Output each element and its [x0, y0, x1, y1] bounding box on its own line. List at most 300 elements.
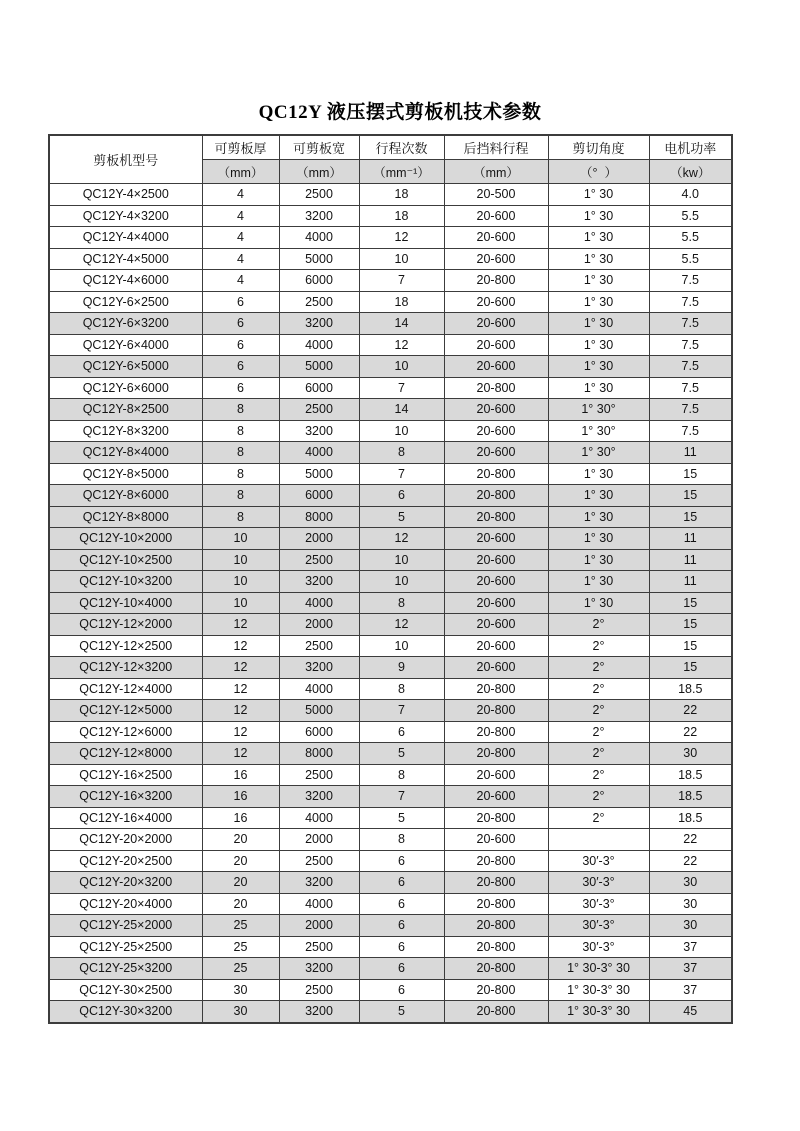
- cell-width: 5000: [279, 356, 359, 378]
- cell-strokes: 6: [359, 872, 444, 894]
- cell-power: 15: [649, 463, 732, 485]
- cell-model: QC12Y-20×4000: [49, 893, 202, 915]
- cell-angle: 30′-3°: [548, 915, 649, 937]
- cell-backgauge: 20-600: [444, 205, 548, 227]
- cell-thickness: 8: [202, 485, 279, 507]
- cell-model: QC12Y-10×4000: [49, 592, 202, 614]
- table-row: [49, 721, 732, 743]
- cell-thickness: 8: [202, 506, 279, 528]
- cell-thickness: 10: [202, 549, 279, 571]
- cell-strokes: 6: [359, 850, 444, 872]
- table-row: [49, 592, 732, 614]
- table-row: [49, 850, 732, 872]
- cell-power: 7.5: [649, 420, 732, 442]
- cell-model: QC12Y-25×2500: [49, 936, 202, 958]
- cell-width: 3200: [279, 1001, 359, 1023]
- cell-strokes: 18: [359, 184, 444, 206]
- cell-strokes: 10: [359, 420, 444, 442]
- cell-power: 37: [649, 958, 732, 980]
- cell-model: QC12Y-6×3200: [49, 313, 202, 335]
- cell-angle: 1° 30: [548, 485, 649, 507]
- unit-width: （mm）: [279, 160, 359, 184]
- cell-angle: 1° 30: [548, 291, 649, 313]
- table-row: [49, 485, 732, 507]
- cell-model: QC12Y-4×3200: [49, 205, 202, 227]
- cell-backgauge: 20-600: [444, 571, 548, 593]
- table-row: [49, 356, 732, 378]
- cell-thickness: 20: [202, 829, 279, 851]
- cell-model: QC12Y-30×3200: [49, 1001, 202, 1023]
- cell-width: 2500: [279, 635, 359, 657]
- cell-strokes: 5: [359, 1001, 444, 1023]
- cell-width: 5000: [279, 700, 359, 722]
- cell-thickness: 6: [202, 291, 279, 313]
- table-row: [49, 549, 732, 571]
- cell-width: 2500: [279, 850, 359, 872]
- cell-thickness: 12: [202, 700, 279, 722]
- cell-backgauge: 20-800: [444, 463, 548, 485]
- cell-power: 11: [649, 571, 732, 593]
- cell-strokes: 14: [359, 313, 444, 335]
- cell-backgauge: 20-800: [444, 721, 548, 743]
- cell-strokes: 12: [359, 528, 444, 550]
- cell-angle: 1° 30-3° 30: [548, 979, 649, 1001]
- table-row: [49, 893, 732, 915]
- cell-angle: 1° 30: [548, 356, 649, 378]
- cell-angle: 1° 30: [548, 270, 649, 292]
- cell-strokes: 10: [359, 248, 444, 270]
- cell-strokes: 8: [359, 592, 444, 614]
- cell-power: 5.5: [649, 248, 732, 270]
- cell-backgauge: 20-600: [444, 356, 548, 378]
- cell-power: 7.5: [649, 377, 732, 399]
- cell-thickness: 16: [202, 764, 279, 786]
- cell-model: QC12Y-12×4000: [49, 678, 202, 700]
- cell-thickness: 12: [202, 614, 279, 636]
- cell-model: QC12Y-6×4000: [49, 334, 202, 356]
- cell-thickness: 30: [202, 1001, 279, 1023]
- table-row: [49, 958, 732, 980]
- cell-power: 15: [649, 506, 732, 528]
- cell-width: 3200: [279, 872, 359, 894]
- cell-angle: 1° 30: [548, 334, 649, 356]
- cell-power: 30: [649, 893, 732, 915]
- table-row: [49, 764, 732, 786]
- cell-model: QC12Y-10×2000: [49, 528, 202, 550]
- cell-thickness: 4: [202, 205, 279, 227]
- cell-power: 30: [649, 872, 732, 894]
- cell-strokes: 12: [359, 334, 444, 356]
- cell-model: QC12Y-25×3200: [49, 958, 202, 980]
- cell-width: 8000: [279, 506, 359, 528]
- cell-power: 11: [649, 528, 732, 550]
- col-header-angle: 剪切角度: [548, 135, 649, 160]
- table-row: [49, 313, 732, 335]
- unit-strokes: （mm⁻¹）: [359, 160, 444, 184]
- cell-thickness: 4: [202, 184, 279, 206]
- cell-model: QC12Y-30×2500: [49, 979, 202, 1001]
- cell-power: 5.5: [649, 227, 732, 249]
- cell-width: 4000: [279, 592, 359, 614]
- cell-thickness: 8: [202, 399, 279, 421]
- cell-thickness: 25: [202, 958, 279, 980]
- cell-width: 5000: [279, 463, 359, 485]
- cell-angle: 1° 30°: [548, 442, 649, 464]
- cell-backgauge: 20-600: [444, 829, 548, 851]
- cell-backgauge: 20-600: [444, 786, 548, 808]
- cell-width: 2500: [279, 291, 359, 313]
- cell-backgauge: 20-600: [444, 549, 548, 571]
- cell-model: QC12Y-12×3200: [49, 657, 202, 679]
- table-row: [49, 399, 732, 421]
- cell-backgauge: 20-600: [444, 334, 548, 356]
- cell-angle: 2°: [548, 764, 649, 786]
- table-row: [49, 936, 732, 958]
- table-row: [49, 291, 732, 313]
- cell-thickness: 6: [202, 334, 279, 356]
- cell-strokes: 5: [359, 506, 444, 528]
- cell-strokes: 7: [359, 700, 444, 722]
- cell-model: QC12Y-4×5000: [49, 248, 202, 270]
- cell-power: 18.5: [649, 764, 732, 786]
- cell-model: QC12Y-16×3200: [49, 786, 202, 808]
- cell-model: QC12Y-10×2500: [49, 549, 202, 571]
- table-row: [49, 506, 732, 528]
- cell-strokes: 7: [359, 270, 444, 292]
- table-row: [49, 270, 732, 292]
- cell-power: 11: [649, 442, 732, 464]
- cell-angle: 30′-3°: [548, 872, 649, 894]
- cell-model: QC12Y-20×2500: [49, 850, 202, 872]
- cell-width: 3200: [279, 420, 359, 442]
- table-row: [49, 227, 732, 249]
- table-row: [49, 807, 732, 829]
- cell-width: 6000: [279, 377, 359, 399]
- cell-backgauge: 20-600: [444, 248, 548, 270]
- cell-width: 5000: [279, 248, 359, 270]
- col-header-power: 电机功率: [649, 135, 732, 160]
- table-row: [49, 377, 732, 399]
- cell-thickness: 10: [202, 528, 279, 550]
- cell-backgauge: 20-600: [444, 420, 548, 442]
- table-row: [49, 700, 732, 722]
- cell-power: 15: [649, 657, 732, 679]
- cell-backgauge: 20-600: [444, 764, 548, 786]
- cell-strokes: 6: [359, 958, 444, 980]
- table-row: [49, 205, 732, 227]
- spec-table: [48, 134, 733, 1024]
- cell-width: 6000: [279, 721, 359, 743]
- cell-angle: 30′-3°: [548, 850, 649, 872]
- cell-strokes: 6: [359, 893, 444, 915]
- cell-angle: 1° 30°: [548, 420, 649, 442]
- cell-backgauge: 20-800: [444, 958, 548, 980]
- cell-backgauge: 20-800: [444, 936, 548, 958]
- cell-strokes: 10: [359, 635, 444, 657]
- cell-width: 4000: [279, 807, 359, 829]
- table-row: [49, 528, 732, 550]
- cell-width: 4000: [279, 442, 359, 464]
- cell-thickness: 20: [202, 850, 279, 872]
- cell-backgauge: 20-800: [444, 743, 548, 765]
- cell-strokes: 7: [359, 377, 444, 399]
- cell-angle: 1° 30-3° 30: [548, 1001, 649, 1023]
- cell-model: QC12Y-12×2000: [49, 614, 202, 636]
- cell-width: 3200: [279, 205, 359, 227]
- cell-model: QC12Y-8×4000: [49, 442, 202, 464]
- table-row: [49, 420, 732, 442]
- cell-model: QC12Y-8×6000: [49, 485, 202, 507]
- cell-width: 8000: [279, 743, 359, 765]
- cell-width: 2000: [279, 915, 359, 937]
- cell-width: 3200: [279, 657, 359, 679]
- cell-strokes: 6: [359, 936, 444, 958]
- cell-power: 7.5: [649, 399, 732, 421]
- cell-width: 2000: [279, 829, 359, 851]
- cell-power: 15: [649, 485, 732, 507]
- cell-backgauge: 20-800: [444, 678, 548, 700]
- cell-backgauge: 20-800: [444, 915, 548, 937]
- table-row: [49, 872, 732, 894]
- table-header: [49, 135, 732, 184]
- cell-thickness: 8: [202, 420, 279, 442]
- cell-angle: 1° 30: [548, 592, 649, 614]
- unit-thickness: （mm）: [202, 160, 279, 184]
- cell-model: QC12Y-8×3200: [49, 420, 202, 442]
- cell-width: 6000: [279, 485, 359, 507]
- cell-thickness: 20: [202, 893, 279, 915]
- cell-strokes: 7: [359, 786, 444, 808]
- cell-power: 15: [649, 635, 732, 657]
- cell-backgauge: 20-600: [444, 313, 548, 335]
- col-header-strokes: 行程次数: [359, 135, 444, 160]
- cell-power: 7.5: [649, 270, 732, 292]
- cell-strokes: 18: [359, 291, 444, 313]
- cell-model: QC12Y-6×5000: [49, 356, 202, 378]
- cell-width: 3200: [279, 786, 359, 808]
- cell-model: QC12Y-25×2000: [49, 915, 202, 937]
- cell-angle: 2°: [548, 657, 649, 679]
- cell-angle: 2°: [548, 614, 649, 636]
- cell-angle: 1° 30: [548, 549, 649, 571]
- cell-angle: [548, 829, 649, 851]
- cell-power: 7.5: [649, 356, 732, 378]
- cell-angle: 2°: [548, 721, 649, 743]
- table-row: [49, 743, 732, 765]
- cell-width: 2500: [279, 979, 359, 1001]
- cell-angle: 2°: [548, 700, 649, 722]
- cell-power: 37: [649, 936, 732, 958]
- cell-backgauge: 20-600: [444, 635, 548, 657]
- cell-angle: 2°: [548, 743, 649, 765]
- cell-power: 30: [649, 743, 732, 765]
- cell-backgauge: 20-800: [444, 893, 548, 915]
- cell-thickness: 25: [202, 936, 279, 958]
- cell-thickness: 4: [202, 227, 279, 249]
- cell-strokes: 10: [359, 571, 444, 593]
- table-row: [49, 463, 732, 485]
- unit-backgauge: （mm）: [444, 160, 548, 184]
- cell-power: 22: [649, 721, 732, 743]
- cell-strokes: 6: [359, 485, 444, 507]
- cell-width: 2500: [279, 936, 359, 958]
- cell-power: 22: [649, 829, 732, 851]
- table-row: [49, 248, 732, 270]
- cell-angle: 1° 30: [548, 184, 649, 206]
- cell-backgauge: 20-800: [444, 850, 548, 872]
- table-row: [49, 334, 732, 356]
- cell-thickness: 6: [202, 356, 279, 378]
- cell-model: QC12Y-6×2500: [49, 291, 202, 313]
- cell-power: 45: [649, 1001, 732, 1023]
- cell-width: 4000: [279, 227, 359, 249]
- cell-angle: 1° 30°: [548, 399, 649, 421]
- cell-thickness: 6: [202, 377, 279, 399]
- cell-power: 22: [649, 700, 732, 722]
- cell-backgauge: 20-800: [444, 485, 548, 507]
- cell-backgauge: 20-600: [444, 657, 548, 679]
- table-row: [49, 614, 732, 636]
- cell-backgauge: 20-800: [444, 1001, 548, 1023]
- table-row: [49, 786, 732, 808]
- cell-width: 2500: [279, 764, 359, 786]
- cell-strokes: 12: [359, 614, 444, 636]
- cell-width: 3200: [279, 958, 359, 980]
- col-header-model: 剪板机型号: [49, 135, 202, 184]
- cell-power: 5.5: [649, 205, 732, 227]
- cell-model: QC12Y-4×2500: [49, 184, 202, 206]
- cell-thickness: 10: [202, 571, 279, 593]
- cell-model: QC12Y-12×2500: [49, 635, 202, 657]
- cell-angle: 1° 30-3° 30: [548, 958, 649, 980]
- cell-model: QC12Y-20×2000: [49, 829, 202, 851]
- cell-width: 2000: [279, 614, 359, 636]
- cell-power: 7.5: [649, 313, 732, 335]
- col-header-width: 可剪板宽: [279, 135, 359, 160]
- table-row: [49, 678, 732, 700]
- cell-power: 15: [649, 592, 732, 614]
- cell-backgauge: 20-600: [444, 227, 548, 249]
- cell-strokes: 5: [359, 743, 444, 765]
- cell-model: QC12Y-6×6000: [49, 377, 202, 399]
- cell-strokes: 14: [359, 399, 444, 421]
- cell-power: 18.5: [649, 678, 732, 700]
- cell-thickness: 20: [202, 872, 279, 894]
- cell-thickness: 16: [202, 807, 279, 829]
- cell-angle: 1° 30: [548, 248, 649, 270]
- cell-thickness: 4: [202, 270, 279, 292]
- table-row: [49, 829, 732, 851]
- cell-backgauge: 20-600: [444, 399, 548, 421]
- cell-backgauge: 20-800: [444, 872, 548, 894]
- cell-strokes: 7: [359, 463, 444, 485]
- cell-model: QC12Y-4×6000: [49, 270, 202, 292]
- cell-strokes: 18: [359, 205, 444, 227]
- cell-backgauge: 20-800: [444, 979, 548, 1001]
- table-row: [49, 979, 732, 1001]
- cell-power: 22: [649, 850, 732, 872]
- cell-power: 7.5: [649, 291, 732, 313]
- cell-backgauge: 20-600: [444, 442, 548, 464]
- table-body: [49, 184, 732, 1023]
- cell-width: 2500: [279, 399, 359, 421]
- cell-model: QC12Y-12×5000: [49, 700, 202, 722]
- cell-angle: 1° 30: [548, 506, 649, 528]
- cell-power: 18.5: [649, 786, 732, 808]
- cell-backgauge: 20-800: [444, 700, 548, 722]
- cell-strokes: 5: [359, 807, 444, 829]
- cell-strokes: 10: [359, 549, 444, 571]
- cell-angle: 1° 30: [548, 205, 649, 227]
- cell-thickness: 10: [202, 592, 279, 614]
- cell-power: 18.5: [649, 807, 732, 829]
- cell-angle: 1° 30: [548, 528, 649, 550]
- cell-strokes: 8: [359, 764, 444, 786]
- cell-model: QC12Y-8×2500: [49, 399, 202, 421]
- cell-backgauge: 20-600: [444, 592, 548, 614]
- cell-thickness: 25: [202, 915, 279, 937]
- page-title: QC12Y 液压摆式剪板机技术参数: [258, 102, 542, 123]
- cell-angle: 2°: [548, 807, 649, 829]
- cell-angle: 2°: [548, 678, 649, 700]
- cell-model: QC12Y-8×5000: [49, 463, 202, 485]
- header-label-row: [49, 135, 732, 160]
- cell-angle: 2°: [548, 786, 649, 808]
- cell-backgauge: 20-800: [444, 807, 548, 829]
- cell-strokes: 10: [359, 356, 444, 378]
- cell-width: 3200: [279, 313, 359, 335]
- cell-width: 2500: [279, 549, 359, 571]
- cell-width: 4000: [279, 678, 359, 700]
- cell-power: 15: [649, 614, 732, 636]
- cell-width: 4000: [279, 893, 359, 915]
- cell-backgauge: 20-600: [444, 291, 548, 313]
- cell-thickness: 30: [202, 979, 279, 1001]
- cell-model: QC12Y-8×8000: [49, 506, 202, 528]
- table-row: [49, 571, 732, 593]
- cell-model: QC12Y-16×2500: [49, 764, 202, 786]
- cell-model: QC12Y-12×6000: [49, 721, 202, 743]
- cell-width: 2500: [279, 184, 359, 206]
- unit-angle: （° ）: [548, 160, 649, 184]
- cell-backgauge: 20-800: [444, 270, 548, 292]
- table-row: [49, 1001, 732, 1023]
- cell-power: 11: [649, 549, 732, 571]
- col-header-thickness: 可剪板厚: [202, 135, 279, 160]
- cell-strokes: 6: [359, 979, 444, 1001]
- table-row: [49, 657, 732, 679]
- cell-model: QC12Y-10×3200: [49, 571, 202, 593]
- cell-width: 4000: [279, 334, 359, 356]
- table-row: [49, 915, 732, 937]
- cell-backgauge: 20-600: [444, 614, 548, 636]
- cell-power: 37: [649, 979, 732, 1001]
- cell-model: QC12Y-16×4000: [49, 807, 202, 829]
- cell-thickness: 12: [202, 721, 279, 743]
- table-row: [49, 184, 732, 206]
- cell-angle: 2°: [548, 635, 649, 657]
- cell-width: 2000: [279, 528, 359, 550]
- cell-backgauge: 20-500: [444, 184, 548, 206]
- cell-width: 3200: [279, 571, 359, 593]
- cell-width: 6000: [279, 270, 359, 292]
- cell-angle: 1° 30: [548, 571, 649, 593]
- cell-strokes: 6: [359, 915, 444, 937]
- cell-power: 7.5: [649, 334, 732, 356]
- cell-thickness: 4: [202, 248, 279, 270]
- cell-thickness: 16: [202, 786, 279, 808]
- cell-angle: 30′-3°: [548, 893, 649, 915]
